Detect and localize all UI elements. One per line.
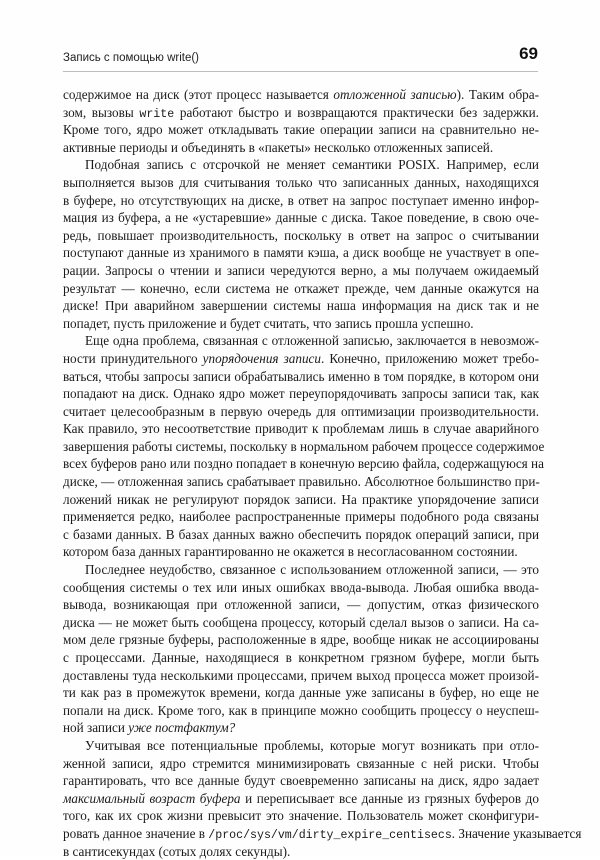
text-line <box>63 121 539 139</box>
text-span: ности принудительного <box>63 350 203 366</box>
text-line <box>63 508 539 526</box>
text-line <box>63 420 539 438</box>
text-line <box>63 104 539 122</box>
text-span: Подобная запись с отсрочкой не меняет семантики POSIX. Например, если <box>85 157 539 173</box>
emphasis-text: уже постфактум? <box>128 720 236 736</box>
text-line <box>63 350 539 368</box>
text-span: с процессами. Данные, находящиеся в конкретном грязном буфере, могли быть <box>63 650 539 665</box>
emphasis-text: упорядочения записи <box>202 350 321 366</box>
text-span: и переписывает все данные из грязных буферов до <box>240 790 539 806</box>
text-span: результат — конечно, если система не откажет прежде, чем данные окажутся на <box>63 280 539 296</box>
text-line <box>63 702 539 720</box>
text-span: выполняется вызов для считывания только что записанных данных, находящихся <box>63 174 539 190</box>
text-line <box>63 807 539 825</box>
text-line <box>63 438 545 456</box>
header-rule <box>63 71 538 72</box>
text-line <box>63 737 539 755</box>
text-line <box>63 139 539 157</box>
text-span: диске, — отложенная запись срабатывает правильно. Абсолютное большинство при- <box>63 474 540 490</box>
text-line <box>63 209 539 227</box>
text-line <box>63 790 539 808</box>
text-line <box>63 244 539 262</box>
page-header <box>63 44 538 72</box>
body-text <box>63 86 582 860</box>
text-line <box>63 719 539 737</box>
text-line <box>63 473 539 491</box>
text-span: диске! При аварийном завершении системы наша информация на диск так и не <box>63 298 539 314</box>
text-span: . Значение указывается <box>451 825 582 841</box>
running-head: Запись с помощью write() <box>63 52 200 64</box>
text-span: в сантисекундах (сотых долях секунды). <box>63 843 291 859</box>
text-span: работают быстро и возвращаются практически без задержки. <box>174 104 539 120</box>
text-span: попадет, пусть приложение и будет считать, что запись прошла успешно. <box>63 315 474 331</box>
text-span: Еще одна проблема, связанная с отложенной записью, заключается в невозмож- <box>85 333 539 349</box>
text-line <box>63 596 539 614</box>
text-span: Как правило, это несоответствие приводит к проблемам лишь в случае аварийного <box>63 421 539 437</box>
text-span: Последнее неудобство, связанное с использованием отложенной записи, — это <box>85 562 539 578</box>
page-number: 69 <box>519 44 538 63</box>
text-span: мом деле грязные буферы, расположенные в ядре, вообще никак не ассоциированы <box>63 632 539 648</box>
text-span: вывода, возникающая при отложенной записи, — допустим, отказ физического <box>63 597 539 613</box>
text-span: редь, повышает производительность, поскольку в ответ на запрос о считывании <box>63 227 539 243</box>
text-span: попадают на диск. Однако ядро может переупорядочивать запросы записи так, как <box>63 386 539 402</box>
text-line <box>63 403 539 421</box>
text-line <box>63 649 539 667</box>
text-line <box>63 280 539 298</box>
text-span: женной записи, ядро стремится минимизировать связанные с ней риски. Чтобы <box>63 755 539 771</box>
text-line <box>63 772 539 790</box>
text-span: мация из буфера, а не «устаревшие» данные с диска. Такое поведение, в свою оче- <box>63 210 539 226</box>
text-span: сообщения системы о тех или иных ошибках ввода-вывода. Любая ошибка ввода- <box>63 579 539 595</box>
text-span: доставлены туда несколькими процессами, причем выход процесса может произой- <box>63 667 539 683</box>
text-span: ). Таким обра- <box>456 87 539 102</box>
text-span: с базами данных. В базах данных важно обеспечить порядок операций записи, при <box>63 526 539 542</box>
text-span: в буфере, но отсутствующих на диске, в ответ на запрос поступает именно инфор- <box>63 192 539 208</box>
text-line <box>63 543 539 561</box>
text-span: применяется редко, наиболее распространенные примеры подобного рода связаны <box>63 509 539 525</box>
text-line <box>63 455 544 473</box>
text-span: попали на диск. Кроме того, как в принципе можно сообщить процессу о неуспеш- <box>63 702 539 718</box>
text-line <box>63 297 539 315</box>
text-span: ровать данное значение в <box>63 825 209 841</box>
text-span: того, как их срок жизни превысит это значение. Пользователь может сконфигури- <box>63 808 539 824</box>
text-span: считает целесообразным в первую очередь для оптимизации производительности. <box>63 403 539 419</box>
code-text: write <box>139 107 175 121</box>
text-span: поступают данные из хранимого в памяти кэша, а диск вообще не участвует в опе- <box>63 245 539 261</box>
text-span: ложений никак не регулируют порядок записи. На практике упорядочение записи <box>63 491 539 507</box>
text-span: ваться, чтобы запросы записи обрабатывались именно в том порядке, в котором они <box>63 368 539 384</box>
text-line <box>63 561 539 579</box>
text-line <box>63 843 539 860</box>
text-line <box>63 332 539 350</box>
text-span: всех буферов рано или поздно попадает в конечную версию файла, содержащуюся на <box>63 456 544 472</box>
text-line <box>63 684 539 702</box>
text-span: ной записи <box>63 720 129 736</box>
text-span: содержимое на диск (этот процесс называется <box>63 87 334 102</box>
text-span: зом, вызовы <box>63 104 140 120</box>
text-span: завершения работы системы, поскольку в нормальном рабочем процессе содержимое <box>63 438 545 454</box>
text-line <box>63 174 539 192</box>
text-span: гарантировать, что все данные будут своевременно записаны на диск, ядро задает <box>63 773 539 789</box>
text-line <box>63 385 539 403</box>
text-span: ти как раз в промежуток времени, когда данные уже записаны в буфер, но еще не <box>63 685 539 701</box>
text-line <box>63 262 539 280</box>
text-line <box>63 755 539 773</box>
text-line <box>63 192 539 210</box>
text-line <box>63 614 539 632</box>
text-line <box>63 156 539 174</box>
text-span: диска — не может быть сообщена процессу, который сделал вызов о записи. На са- <box>63 614 539 630</box>
text-line <box>63 526 539 544</box>
text-line <box>63 491 539 509</box>
text-line <box>63 86 539 104</box>
text-line <box>63 667 539 685</box>
text-span: активные периоды и объединять в «пакеты» несколько отложенных записей. <box>63 139 494 155</box>
emphasis-text: отложенной записью <box>333 87 457 102</box>
text-line <box>63 315 539 333</box>
text-span: . Конечно, приложению может требо- <box>321 350 539 366</box>
emphasis-text: максимальный возраст буфера <box>63 790 241 806</box>
code-text: /proc/sys/vm/dirty_expire_centisecs <box>208 828 452 842</box>
text-line <box>63 368 539 386</box>
text-span: котором база данных гарантированно не окажется в несогласованном состоянии. <box>63 544 518 560</box>
text-line <box>63 631 539 649</box>
text-line <box>63 579 539 597</box>
text-line <box>63 227 539 245</box>
text-span: рации. Запросы о чтении и записи чередуются верно, а мы получаем ожидаемый <box>63 262 539 278</box>
text-span: Учитывая все потенциальные проблемы, которые могут возникать при отло- <box>85 737 539 753</box>
text-span: Кроме того, ядро может откладывать такие операции записи на сравнительно не- <box>63 122 539 138</box>
text-line <box>63 825 582 843</box>
